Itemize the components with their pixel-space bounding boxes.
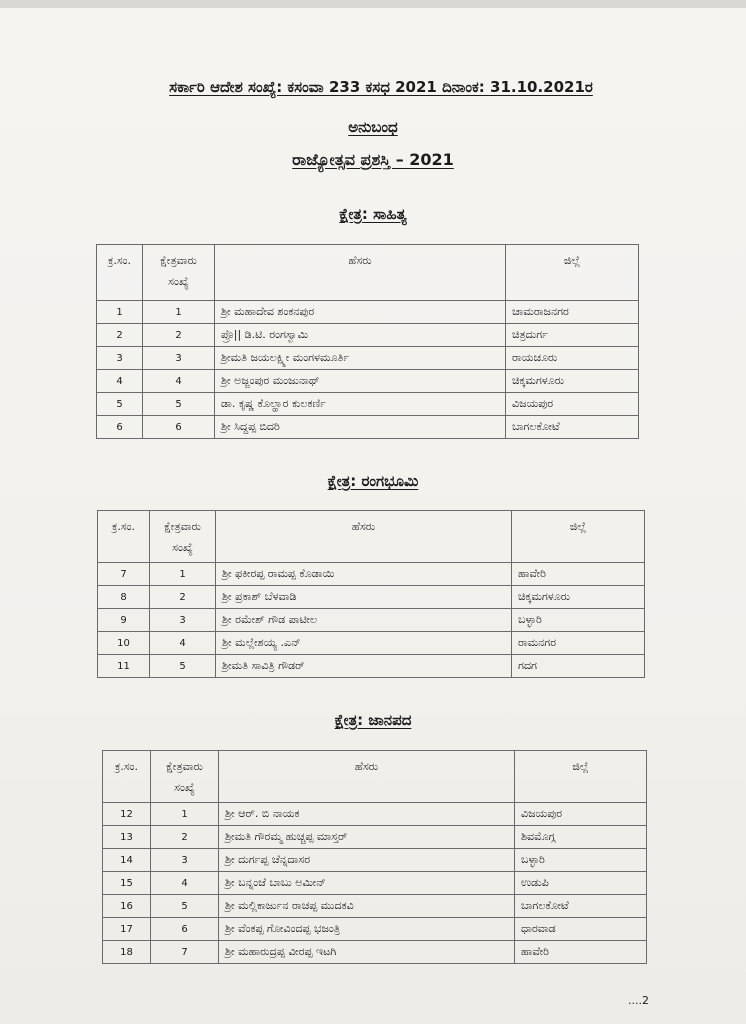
field-no-line1: ಕ್ಷೇತ್ರವಾರು [166,760,203,773]
field-no-line1: ಕ್ಷೇತ್ರವಾರು [160,254,197,267]
table-row [98,655,645,678]
field-no-line2: ಸಂಖ್ಯೆ [174,781,195,794]
column-header-district: ಜಿಲ್ಲೆ [506,245,639,301]
table-row [98,609,645,632]
district-cell: ಧಾರವಾಡ [515,918,647,941]
serial-cell: 11 [98,655,150,678]
table-row [97,416,639,439]
district-cell: ಶಿವಮೊಗ್ಗ [515,826,647,849]
district-cell: ಗದಗ [512,655,645,678]
field-no-cell: 4 [151,872,219,895]
next-page-marker: ....2 [628,994,649,1007]
name-cell: ಶ್ರೀ ಪ್ರಕಾಶ್ ಬೆಳವಾಡಿ [216,586,512,609]
name-cell: ಶ್ರೀ ದುರ್ಗಪ್ಪ ಚೆನ್ನದಾಸರ [219,849,515,872]
table-folklore [102,750,647,964]
serial-cell: 4 [97,370,143,393]
column-header-name: ಹೆಸರು [216,511,512,563]
name-cell: ಶ್ರೀ ಮಲ್ಲಿಕಾರ್ಜುನ ರಾಚಪ್ಪ ಮುದಕವಿ [219,895,515,918]
name-cell: ಶ್ರೀ ವೆಂಕಪ್ಪ ಗೋವಿಂದಪ್ಪ ಭಜಂತ್ರಿ [219,918,515,941]
name-cell: ಶ್ರೀ ಫಕೀರಪ್ಪ ರಾಮಪ್ಪ ಕೊಡಾಯಿ [216,563,512,586]
serial-cell: 14 [103,849,151,872]
district-cell: ವಿಜಯಪುರ [506,393,639,416]
column-header-district: ಜಿಲ್ಲೆ [515,751,647,803]
table-literature [96,244,639,439]
field-no-cell: 2 [151,826,219,849]
table-row [97,301,639,324]
table-row [97,370,639,393]
field-no-line2: ಸಂಖ್ಯೆ [172,541,193,554]
serial-cell: 13 [103,826,151,849]
field-no-cell: 6 [151,918,219,941]
serial-cell: 12 [103,803,151,826]
serial-cell: 5 [97,393,143,416]
name-cell: ಶ್ರೀ ಮಹಾರುದ್ರಪ್ಪ ವೀರಪ್ಪ ಇಟಗಿ [219,941,515,964]
column-header-field-no [150,511,216,563]
district-cell: ರಾಯಚೂರು [506,347,639,370]
name-cell: ಶ್ರೀ ಬನ್ನಂಜೆ ಬಾಬು ಅಮೀನ್ [219,872,515,895]
field-no-cell: 5 [151,895,219,918]
district-cell: ಹಾವೇರಿ [515,941,647,964]
table-row [103,918,647,941]
district-cell: ಹಾವೇರಿ [512,563,645,586]
district-cell: ಚಾಮರಾಜನಗರ [506,301,639,324]
table-row [97,324,639,347]
name-cell: ಶ್ರೀ ಮಲ್ಲೇಶಯ್ಯ .ಎನ್ [216,632,512,655]
table-row [103,803,647,826]
column-header-field-no [143,245,215,301]
scan-top-edge [0,0,746,8]
field-no-cell: 7 [151,941,219,964]
column-header-district: ಜಿಲ್ಲೆ [512,511,645,563]
name-cell: ಶ್ರೀ ಸಿದ್ದಪ್ಪ ಬಿದರಿ [215,416,506,439]
table-theatre [97,510,645,678]
name-cell: ಶ್ರೀಮತಿ ಜಯಲಕ್ಷ್ಮೀ ಮಂಗಳಮೂರ್ತಿ [215,347,506,370]
district-cell: ಚಿಕ್ಕಮಗಳೂರು [512,586,645,609]
serial-cell: 15 [103,872,151,895]
government-order-line: ಸರ್ಕಾರಿ ಆದೇಶ ಸಂಖ್ಯೆ: ಕಸಂವಾ 233 ಕಸಧ 2021 ದಿನಾಂಕ: 31.10.2021ರ [169,78,593,96]
field-no-cell: 1 [143,301,215,324]
column-header-field-no [151,751,219,803]
table-row [103,849,647,872]
field-no-cell: 3 [150,609,216,632]
column-header-serial: ಕ್ರ.ಸಂ. [103,751,151,803]
field-no-cell: 4 [143,370,215,393]
name-cell: ಶ್ರೀಮತಿ ಗೌರಮ್ಮ ಹುಚ್ಚಪ್ಪ ಮಾಸ್ತರ್ [219,826,515,849]
name-cell: ಪ್ರೊ|| ಡಿ.ಟಿ. ರಂಗಸ್ವಾಮಿ [215,324,506,347]
name-cell: ಶ್ರೀ ಆರ್. ಬಿ ನಾಯಕ [219,803,515,826]
name-cell: ಶ್ರೀ ರಮೇಶ್ ಗೌಡ ಪಾಟೀಲ [216,609,512,632]
award-title: ರಾಜ್ಯೋತ್ಸವ ಪ್ರಶಸ್ತಿ – 2021 [292,150,454,169]
table-header-row [103,751,647,803]
table-row [103,941,647,964]
table-header-row [98,511,645,563]
district-cell: ವಿಜಯಪುರ [515,803,647,826]
table-row [98,563,645,586]
name-cell: ಶ್ರೀ ಅಜ್ಜಂಪುರ ಮಂಜುನಾಥ್ [215,370,506,393]
serial-cell: 16 [103,895,151,918]
serial-cell: 17 [103,918,151,941]
district-cell: ಚಿಕ್ಕಮಗಳೂರು [506,370,639,393]
field-no-cell: 4 [150,632,216,655]
serial-cell: 6 [97,416,143,439]
table-row [103,826,647,849]
table-row [97,393,639,416]
section-title-theatre: ಕ್ಷೇತ್ರ: ರಂಗಭೂಮಿ [327,472,419,490]
table-row [98,586,645,609]
district-cell: ರಾಮನಗರ [512,632,645,655]
column-header-serial: ಕ್ರ.ಸಂ. [98,511,150,563]
field-no-cell: 3 [151,849,219,872]
serial-cell: 3 [97,347,143,370]
field-no-cell: 2 [150,586,216,609]
column-header-name: ಹೆಸರು [219,751,515,803]
field-no-line1: ಕ್ಷೇತ್ರವಾರು [164,520,201,533]
field-no-cell: 1 [151,803,219,826]
field-no-cell: 5 [150,655,216,678]
table-header-row [97,245,639,301]
table-row [97,347,639,370]
column-header-name: ಹೆಸರು [215,245,506,301]
field-no-line2: ಸಂಖ್ಯೆ [168,275,189,288]
district-cell: ಚಿತ್ರದುರ್ಗ [506,324,639,347]
district-cell: ಬಾಗಲಕೋಟೆ [515,895,647,918]
section-title-folklore: ಕ್ಷೇತ್ರ: ಜಾನಪದ [334,711,412,729]
serial-cell: 2 [97,324,143,347]
district-cell: ಬಳ್ಳಾರಿ [515,849,647,872]
name-cell: ಡಾ. ಕೃಷ್ಣ ಕೊಲ್ಹಾರ ಕುಲಕರ್ಣಿ [215,393,506,416]
district-cell: ಉಡುಪಿ [515,872,647,895]
serial-cell: 9 [98,609,150,632]
serial-cell: 8 [98,586,150,609]
field-no-cell: 5 [143,393,215,416]
field-no-cell: 1 [150,563,216,586]
section-title-literature: ಕ್ಷೇತ್ರ: ಸಾಹಿತ್ಯ [339,205,407,223]
table-row [103,895,647,918]
annex-heading: ಅನುಬಂಧ [348,118,398,136]
serial-cell: 7 [98,563,150,586]
serial-cell: 18 [103,941,151,964]
district-cell: ಬಳ್ಳಾರಿ [512,609,645,632]
field-no-cell: 6 [143,416,215,439]
serial-cell: 1 [97,301,143,324]
table-row [103,872,647,895]
district-cell: ಬಾಗಲಕೋಟೆ [506,416,639,439]
name-cell: ಶ್ರೀಮತಿ ಸಾವಿತ್ರಿ ಗೌಡರ್ [216,655,512,678]
serial-cell: 10 [98,632,150,655]
field-no-cell: 3 [143,347,215,370]
field-no-cell: 2 [143,324,215,347]
column-header-serial: ಕ್ರ.ಸಂ. [97,245,143,301]
name-cell: ಶ್ರೀ ಮಹಾದೇವ ಶಂಕನಪುರ [215,301,506,324]
table-row [98,632,645,655]
